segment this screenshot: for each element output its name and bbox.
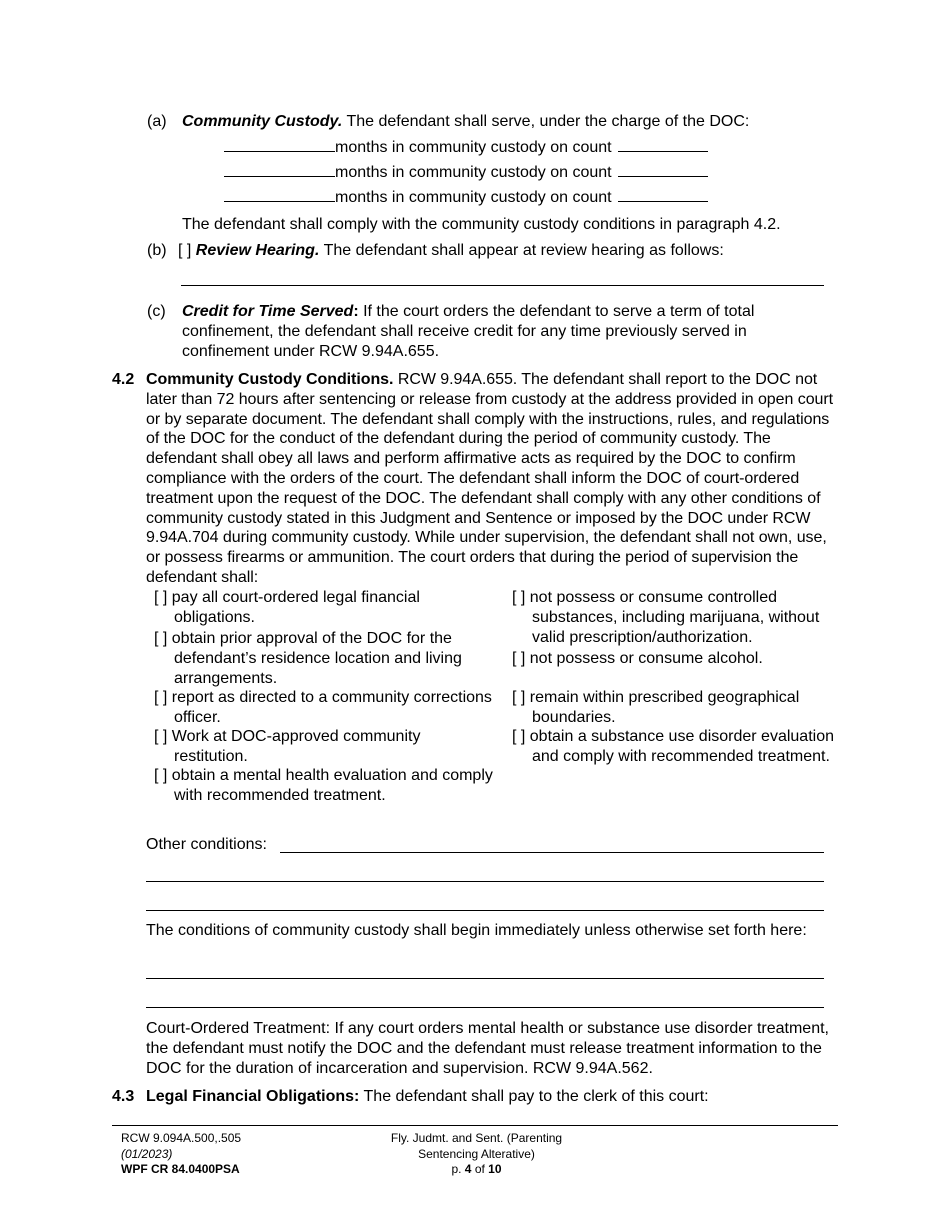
custody-row-3 [224, 187, 708, 208]
section-a-text: The defendant shall serve, under the charge of the DOC: [342, 113, 750, 130]
section-a-compliance: The defendant shall comply with the community custody conditions in paragraph 4.2. [182, 216, 781, 233]
footer-date: (01/2023) [121, 1146, 173, 1161]
count-field-2[interactable] [618, 162, 708, 177]
section-c-title: Credit for Time Served [182, 303, 354, 320]
condition-left-2[interactable]: [ ] obtain prior approval of the DOC for the defendant’s residence location and living arrangements. [154, 630, 462, 687]
section-b-text: The defendant shall appear at review hearing as follows: [319, 242, 724, 259]
custody-row-1 [224, 137, 708, 158]
begin-text: The conditions of community custody shall begin immediately unless otherwise set forth here: [146, 922, 807, 939]
section-42-number: 4.2 [112, 371, 135, 388]
section-42-title: Community Custody Conditions. [146, 371, 394, 388]
months-field-3[interactable] [224, 187, 335, 202]
count-field-3[interactable] [618, 187, 708, 202]
section-c-text: If the court orders the defendant to serve a term of total confinement, the defendant shall receive credit for any time previously served in confinement under RCW 9.94A.655. [182, 303, 755, 360]
section-43-title: Legal Financial Obligations: [146, 1088, 360, 1105]
section-b-heading [178, 241, 724, 261]
section-b-label: (b) [147, 242, 167, 259]
condition-right-1[interactable]: [ ] not possess or consume controlled substances, including marijuana, without valid prescription/authorization. [512, 589, 820, 646]
condition-left-3[interactable]: [ ] report as directed to a community corrections officer. [154, 689, 492, 726]
section-c-label: (c) [147, 303, 166, 320]
footer-form-number: WPF CR 84.0400PSA [121, 1162, 240, 1176]
condition-left-4[interactable]: [ ] Work at DOC-approved community restitution. [154, 728, 421, 765]
footer-statute: RCW 9.094A.500,.505 [121, 1131, 242, 1145]
begin-field-2[interactable] [146, 1007, 824, 1008]
footer-left [121, 1131, 241, 1178]
condition-right-2[interactable]: [ ] not possess or consume alcohol. [512, 650, 763, 667]
condition-left-1[interactable]: [ ] pay all court-ordered legal financial obligations. [154, 589, 420, 626]
treatment-text: Court-Ordered Treatment: If any court orders mental health or substance use disorder treatment, the defendant must notify the DOC and the defendant must release treatment information to the DOC for the duration of incarceration and supervision. RCW 9.94A.562. [146, 1020, 829, 1077]
review-hearing-field[interactable] [181, 285, 824, 286]
months-field-1[interactable] [224, 137, 335, 152]
custody-row-text: months in community custody on count [335, 189, 612, 206]
page-total: 10 [488, 1162, 502, 1176]
section-b-title: Review Hearing. [195, 242, 320, 259]
condition-right-4[interactable]: [ ] obtain a substance use disorder evaluation and comply with recommended treatment. [512, 728, 834, 765]
page-prefix: p. [451, 1162, 465, 1176]
footer-title-line2: Sentencing Alterative) [418, 1146, 535, 1161]
custody-row-2 [224, 162, 708, 183]
footer-title-line1: Fly. Judmt. and Sent. (Parenting [390, 1131, 563, 1145]
page-current: 4 [464, 1162, 472, 1176]
section-43-number: 4.3 [112, 1088, 135, 1105]
footer-center [344, 1131, 609, 1178]
months-field-2[interactable] [224, 162, 335, 177]
section-a-title: Community Custody. [182, 113, 343, 130]
other-conditions-field-1[interactable] [280, 852, 824, 853]
section-43-text: The defendant shall pay to the clerk of this court: [359, 1088, 709, 1105]
page-of: of [471, 1162, 489, 1176]
count-field-1[interactable] [618, 137, 708, 152]
other-conditions-label: Other conditions: [146, 836, 267, 853]
review-hearing-checkbox[interactable]: [ ] [178, 242, 192, 259]
section-a-heading [182, 112, 749, 132]
section-c-colon: : [353, 303, 359, 320]
other-conditions-field-3[interactable] [146, 910, 824, 911]
section-42-text: RCW 9.94A.655. The defendant shall report to the DOC not later than 72 hours after sentencing or release from custody at the address provided in open court or by separate document. The defendant shall comply with the instructions, rules, and regulations of the DOC for the conduct of the defendant during the period of community custody. The defendant shall obey all laws and perform affirmative acts as required by the DOC to confirm compliance with the orders of the court. The defendant shall inform the DOC of court-ordered treatment upon the request of the DOC. The defendant shall comply with any other conditions of community custody stated in this Judgment and Sentence or imposed by the DOC under RCW 9.94A.704 during community custody. While under supervision, the defendant shall not own, use, or possess firearms or ammunition. The court orders that during the period of supervision the defendant shall: [146, 371, 834, 586]
other-conditions-field-2[interactable] [146, 881, 824, 882]
footer-rule [112, 1125, 838, 1126]
condition-left-5[interactable]: [ ] obtain a mental health evaluation and comply with recommended treatment. [154, 767, 493, 804]
section-42-paragraph [146, 370, 834, 588]
footer-page-number [344, 1162, 609, 1178]
custody-row-text: months in community custody on count [335, 164, 612, 181]
custody-row-text: months in community custody on count [335, 139, 612, 156]
condition-right-3[interactable]: [ ] remain within prescribed geographical boundaries. [512, 689, 800, 726]
section-c-paragraph [182, 302, 827, 361]
section-43-heading [146, 1087, 709, 1107]
begin-field-1[interactable] [146, 978, 824, 979]
section-a-label: (a) [147, 113, 167, 130]
